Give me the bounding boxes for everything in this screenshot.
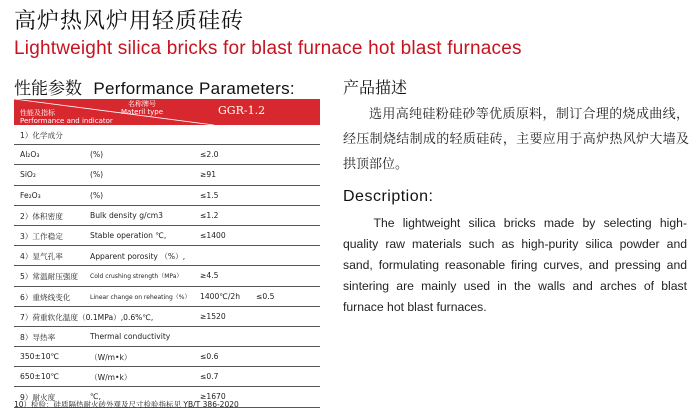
- row-property: 350±10℃: [20, 352, 60, 362]
- row-value: ≥91: [200, 170, 217, 180]
- row-property: 7）荷重软化温度（0.1MPa）,0.6%℃,: [20, 312, 154, 322]
- table-row: [14, 226, 320, 246]
- header-material-label: [121, 100, 163, 116]
- row-unit: （W/m•k）: [90, 373, 132, 383]
- description-heading-cn: 产品描述: [343, 78, 408, 97]
- row-unit: (%): [90, 170, 104, 180]
- row-property: 2）体积密度: [20, 211, 63, 221]
- row-value: ≤1400: [200, 230, 226, 240]
- row-value: ≤0.6: [200, 352, 219, 362]
- row-value: ≥1670: [200, 392, 226, 402]
- description-heading-en: Description:: [343, 188, 434, 205]
- table-header: [14, 99, 320, 125]
- header-property-label: [20, 109, 113, 125]
- row-property: 6）重烧线变化: [20, 292, 71, 302]
- row-property: 3）工作稳定: [20, 231, 63, 241]
- row-value: ≥1520: [200, 311, 226, 321]
- header-grade: GGR-1.2: [218, 104, 266, 117]
- table-row: [14, 307, 320, 327]
- row-property: Fe₂O₃: [20, 190, 41, 200]
- table-footnote: 10）检验：硅质隔热耐火砖外观及尺寸检验指标见 YB/T 386-2020: [14, 400, 239, 409]
- row-property: 8）导热率: [20, 332, 56, 342]
- row-unit: Linear change on reheating（%）: [90, 293, 191, 301]
- performance-heading: [14, 74, 295, 99]
- row-value: ≤0.7: [200, 372, 219, 382]
- row-unit: (%): [90, 190, 104, 200]
- page-title-cn: 高炉热风炉用轻质硅砖: [14, 9, 245, 34]
- row-value: ≤1.5: [200, 190, 219, 200]
- row-value: ≤2.0: [200, 150, 219, 160]
- table-row: [14, 206, 320, 226]
- table-row: [14, 165, 320, 185]
- row-property: 650±10℃: [20, 372, 60, 382]
- row-property: 1）化学成分: [20, 131, 63, 140]
- row-value: 1400℃/2h: [200, 291, 241, 301]
- row-value: ≥4.5: [200, 271, 219, 281]
- header-material-cn: 名称牌号: [128, 100, 156, 108]
- row-unit: Bulk density g/cm3: [90, 210, 163, 220]
- row-property: 5）常温耐压强度: [20, 272, 78, 282]
- row-property: 4）显气孔率: [20, 252, 63, 262]
- row-unit: Thermal conductivity: [90, 331, 171, 341]
- description-body-en: The lightweight silica bricks made by selecting high-quality raw materials such as high-purity silica powder and sand, formulating reasonable firing curves, and pressing and sintering are mainly used in the walls and arches of blast furnace hot blast furnaces.: [343, 216, 687, 314]
- row-value: ≤1.2: [200, 210, 219, 220]
- header-material-en: Materil type: [121, 108, 164, 116]
- row-value-secondary: ≤0.5: [256, 291, 275, 301]
- table-row: [14, 145, 320, 165]
- table-row: [14, 367, 320, 387]
- performance-heading-cn: 性能参数: [14, 79, 82, 99]
- performance-heading-en: Performance Parameters:: [93, 79, 295, 98]
- row-unit: Stable operation ℃,: [90, 230, 167, 240]
- header-property-cn: 性能及指标: [20, 109, 55, 117]
- row-unit: Cold crushing strength（MPa）: [90, 273, 183, 281]
- row-unit: (%): [90, 150, 104, 160]
- header-property-en: Performance and indicator: [20, 117, 113, 125]
- row-property: 9）耐火度: [20, 393, 56, 403]
- table-row: [14, 266, 320, 286]
- row-property: Al₂O₃: [20, 150, 40, 160]
- table-row: [14, 327, 320, 347]
- table-row: [14, 125, 320, 145]
- table-row: [14, 186, 320, 206]
- performance-table: [14, 99, 320, 408]
- row-property: SiO₂: [20, 170, 36, 180]
- page-title-en: Lightweight silica bricks for blast furnace hot blast furnaces: [14, 38, 522, 59]
- table-row: [14, 246, 320, 266]
- row-unit: （W/m•k）: [90, 353, 132, 363]
- row-unit: Apparent porosity （%）,: [90, 252, 186, 262]
- row-unit: ℃,: [90, 392, 101, 402]
- table-row: [14, 347, 320, 367]
- description-body-cn: 选用高纯硅粉硅砂等优质原料，制订合理的烧成曲线，经压制烧结制成的轻质硅砖，主要应用于高炉热风炉大墙及拱顶部位。: [343, 107, 689, 172]
- table-row: [14, 287, 320, 307]
